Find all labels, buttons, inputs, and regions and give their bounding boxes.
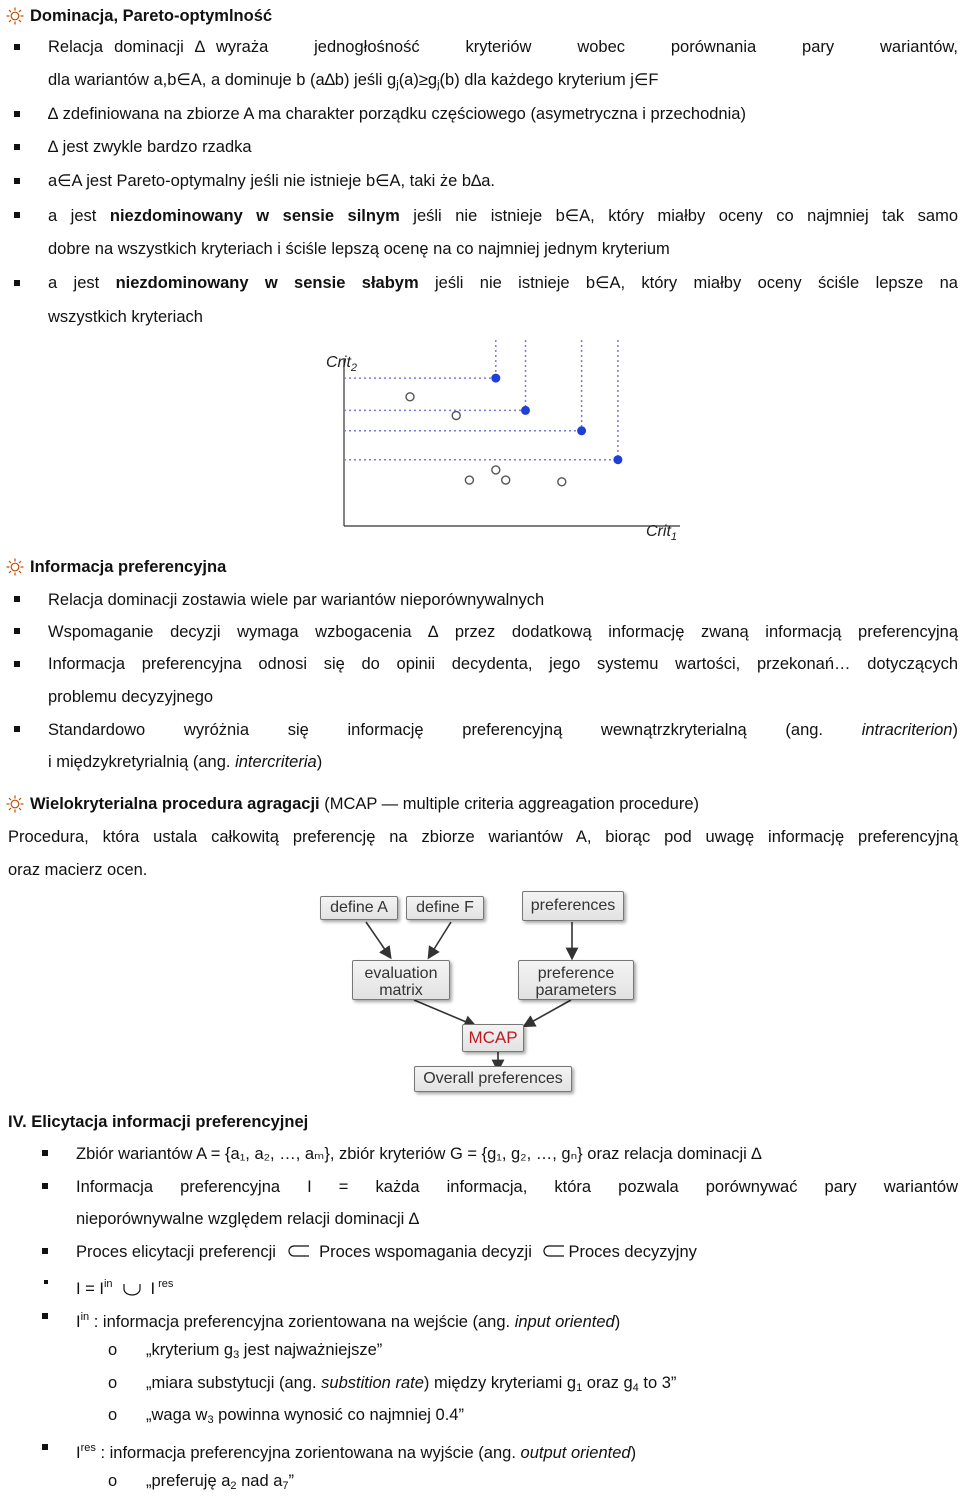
bullet-marker	[14, 726, 20, 732]
evaluation-matrix-box: evaluation matrix	[352, 960, 450, 1000]
bullet-weak-nondominated-line1: a jest niezdominowany w sensie słabym jeśli nie istnieje b∈A, który miałby oceny ściśle lepsze na	[48, 274, 958, 292]
bullet-dominacja-4: a∈A jest Pareto-optymalny jeśli nie istnieje b∈A, taki że b∆a.	[48, 172, 495, 190]
subset-icon	[285, 1244, 311, 1258]
sub-bullet-marker: o	[108, 1406, 118, 1424]
sub-bullet-marker: o	[108, 1472, 118, 1490]
bullet-marker	[44, 1280, 48, 1284]
preference-parameters-box: preference parameters	[518, 960, 634, 1000]
dominated-point	[465, 476, 473, 484]
bullet-strong-nondominated-line1: a jest niezdominowany w sensie silnym jeśli nie istnieje b∈A, który miałby oceny co najmniej tak samo	[48, 207, 958, 225]
section-title-dominacja: Dominacja, Pareto-optymlność	[30, 7, 273, 25]
overall-preferences-box: Overall preferences	[414, 1066, 572, 1092]
bullet-elicytacja-6: Ires : informacja preferencyjna zorientowana na wyjście (ang. output oriented)	[76, 1442, 637, 1462]
bullet-dominacja-2: ∆ zdefiniowana na zbiorze A ma charakter porządku częściowego (asymetryczna i przechodnia)	[48, 105, 746, 123]
sun-bullet-icon	[6, 558, 24, 576]
sub-bullet-output-1: „preferuję $a_2$ nad $a_7$”	[146, 1472, 295, 1492]
bullet-marker	[42, 1444, 48, 1450]
bullet-elicytacja-4: $I = I^{in}$ I $^{res}$	[76, 1278, 174, 1298]
section-title-informacja: Informacja preferencyjna	[30, 558, 227, 576]
pareto-optimal-point	[521, 406, 530, 415]
sun-bullet-icon	[6, 795, 24, 813]
define-a-box: define A	[320, 896, 398, 920]
bullet-elicytacja-5: $I^{in}$ : informacja preferencyjna zorientowana na wejście (ang. input oriented)	[76, 1311, 621, 1331]
bullet-dominacja-1-line2: dla wariantów a,b∈A, a dominuje b (a∆b) jeśli $g_j(a)\ge g_j(b)$ dla każdego kryterium j∈F	[48, 71, 659, 91]
bullet-marker	[14, 628, 20, 634]
arrow-eval-to-mcap	[414, 1000, 471, 1024]
bullet-marker	[42, 1248, 48, 1254]
bullet-elicytacja-1: Zbiór wariantów A = {a₁, a₂, …, aₘ}, zbiór kryteriów G = {g₁, g₂, …, gₙ} oraz relacja dominacji ∆	[76, 1145, 762, 1163]
bullet-marker	[14, 111, 20, 117]
subset-icon	[540, 1244, 566, 1258]
dominated-point	[502, 476, 510, 484]
mcap-paragraph-line2: oraz macierz ocen.	[8, 861, 148, 879]
pareto-optimal-point	[577, 426, 586, 435]
bullet-elicytacja-2-line1: Informacja preferencyjna I = każda informacja, która pozwala porównywać pary wariantów	[76, 1178, 958, 1196]
bullet-informacja-3-line2: problemu decyzyjnego	[48, 688, 214, 706]
section-title-mcap: Wielokryterialna procedura agragacji (MCAP — multiple criteria aggreagation procedure)	[30, 795, 700, 813]
bullet-marker	[14, 596, 20, 602]
bullet-marker	[14, 212, 20, 218]
bullet-marker	[14, 144, 20, 150]
pareto-optimal-point	[491, 374, 500, 383]
sub-bullet-marker: o	[108, 1341, 118, 1359]
preferences-box: preferences	[522, 891, 624, 921]
section-title-elicytacja: IV. Elicytacja informacji preferencyjnej	[8, 1113, 309, 1131]
bullet-marker	[14, 280, 20, 286]
bullet-dominacja-1-line1: Relacja dominacji ∆ wyraża jednogłośność kryteriów wobec porównania pary wariantów,	[48, 38, 958, 56]
bullet-marker	[14, 44, 20, 50]
bullet-informacja-1: Relacja dominacji zostawia wiele par wariantów nieporównywalnych	[48, 591, 545, 609]
mcap-paragraph-line1: Procedura, która ustala całkowitą preferencję na zbiorze wariantów A, biorąc pod uwagę informację preferencyjną	[8, 828, 958, 846]
dominated-point	[492, 466, 500, 474]
pareto-optimal-point	[613, 455, 622, 464]
bullet-elicytacja-2-line2: nieporównywalne względem relacji dominacji ∆	[76, 1210, 420, 1228]
bullet-marker	[42, 1183, 48, 1189]
sub-bullet-input-1: „kryterium $g_3$ jest najważniejsze”	[146, 1341, 383, 1361]
bullet-informacja-3-line1: Informacja preferencyjna odnosi się do opinii decydenta, jego systemu wartości, przekonań… dotyczących	[48, 655, 958, 673]
mcap-box: MCAP	[462, 1024, 524, 1052]
arrow-params-to-mcap	[528, 1000, 571, 1024]
bullet-marker	[14, 178, 20, 184]
arrow-define-to-eval	[431, 922, 451, 954]
sub-bullet-input-3: „waga $w_3$ powinna wynosić co najmniej 0.4”	[146, 1406, 464, 1426]
bullet-dominacja-3: ∆ jest zwykle bardzo rzadka	[48, 138, 252, 156]
define-f-box: define F	[406, 896, 484, 920]
bullet-strong-nondominated-line2: dobre na wszystkich kryteriach i ściśle lepszą ocenę na co najmniej jednym kryterium	[48, 240, 670, 258]
x-axis-label: Crit$_1$	[646, 523, 678, 543]
y-axis-label: Crit$_2$	[326, 354, 358, 374]
sun-bullet-icon	[6, 7, 24, 25]
delta-symbol: ∆	[194, 38, 205, 56]
bullet-informacja-4-line1: Standardowo wyróżnia się informację preferencyjną wewnątrzkryterialną (ang. intracriterion)	[48, 721, 958, 739]
arrow-define-to-eval	[366, 922, 388, 954]
bullet-marker	[14, 661, 20, 667]
bullet-marker	[42, 1150, 48, 1156]
bullet-informacja-2: Wspomaganie decyzji wymaga wzbogacenia ∆ przez dodatkową informację zwaną informacją preferencyjną	[48, 623, 958, 641]
pareto-scatter-plot	[320, 338, 690, 546]
dominated-point	[452, 412, 460, 420]
bullet-informacja-4-line2: i międzykretyrialnią (ang. intercriteria)	[48, 753, 323, 771]
bullet-elicytacja-3: Proces elicytacji preferencji Proces wspomagania decyzji Proces decyzyjny	[76, 1243, 697, 1261]
dominated-point	[406, 393, 414, 401]
sub-bullet-marker: o	[108, 1374, 118, 1392]
bullet-weak-nondominated-line2: wszystkich kryteriach	[48, 308, 203, 326]
bullet-marker	[42, 1313, 48, 1319]
union-icon	[121, 1282, 143, 1296]
dominated-point	[558, 478, 566, 486]
sub-bullet-input-2: „miara substytucji (ang. substition rate) między kryteriami $g_1$ oraz $g_4$ to 3”	[146, 1374, 677, 1394]
